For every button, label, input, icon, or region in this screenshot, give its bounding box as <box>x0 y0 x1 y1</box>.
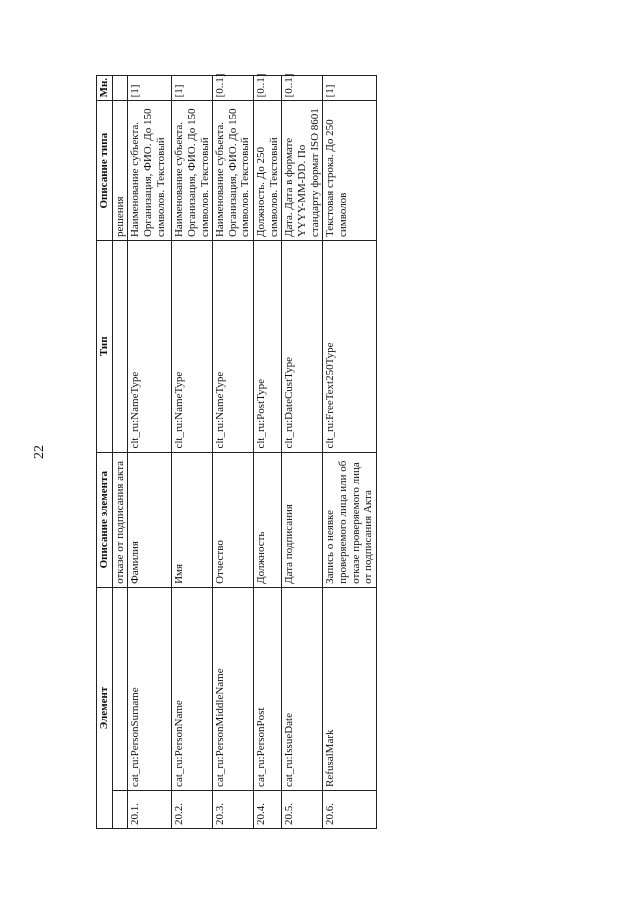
row-type-desc: Дата. Дата в формате YYYY-MM-DD. По стандарту формат ISO 8601 <box>282 101 323 241</box>
table-row <box>128 76 172 829</box>
continuation-type-desc: решения <box>112 101 128 241</box>
row-mn: [0..1] <box>213 76 254 101</box>
row-type-desc: Текстовая строка. До 250 символов <box>323 101 377 241</box>
row-mn: [0..1] <box>254 76 282 101</box>
row-type-desc: Должность. До 250 символов. Текстовый <box>254 101 282 241</box>
header-type-desc: Описание типа <box>97 101 113 241</box>
row-element: cat_ru:IssueDate <box>282 587 323 790</box>
row-num: 20.6. <box>323 790 377 828</box>
row-element: cat_ru:PersonMiddleName <box>213 587 254 790</box>
spec-table-rotated <box>96 73 375 829</box>
header-element: Элемент <box>97 587 113 828</box>
table-row <box>172 76 213 829</box>
header-type: Тип <box>97 241 113 453</box>
row-element-desc: Запись о неявке проверяемого лица или об отказе проверяемого лица от подписания Акта <box>323 452 377 587</box>
row-element-desc: Фамилия <box>128 452 172 587</box>
row-element-desc: Должность <box>254 452 282 587</box>
row-mn: [1] <box>172 76 213 101</box>
row-num: 20.4. <box>254 790 282 828</box>
header-mn: Мн. <box>97 76 113 101</box>
row-type: clt_ru:FreeText250Type <box>323 241 377 453</box>
row-element: cat_ru:PersonSurname <box>128 587 172 790</box>
row-type-desc: Наименование субъекта. Организация, ФИО. До 150 символов. Текстовый <box>172 101 213 241</box>
table-row <box>282 76 323 829</box>
row-type-desc: Наименование субъекта. Организация, ФИО. До 150 символов. Текстовый <box>213 101 254 241</box>
row-type: clt_ru:NameType <box>172 241 213 453</box>
row-element-desc: Отчество <box>213 452 254 587</box>
row-type: clt_ru:NameType <box>213 241 254 453</box>
row-num: 20.2. <box>172 790 213 828</box>
table-header-row <box>97 76 113 829</box>
table-row <box>323 76 377 829</box>
row-mn: [1] <box>323 76 377 101</box>
continuation-row <box>112 76 128 829</box>
row-element: RefusalMark <box>323 587 377 790</box>
continuation-element-desc: отказе от подписания акта <box>112 452 128 587</box>
row-num: 20.3. <box>213 790 254 828</box>
row-element-desc: Имя <box>172 452 213 587</box>
row-mn: [0..1] <box>282 76 323 101</box>
row-num: 20.5. <box>282 790 323 828</box>
header-element-desc: Описание элемента <box>97 452 113 587</box>
table-row <box>254 76 282 829</box>
row-element: cat_ru:PersonName <box>172 587 213 790</box>
row-mn: [1] <box>128 76 172 101</box>
table-row <box>213 76 254 829</box>
row-element: cat_ru:PersonPost <box>254 587 282 790</box>
spec-table <box>96 75 377 829</box>
row-element-desc: Дата подписания <box>282 452 323 587</box>
row-type: clt_ru:PostType <box>254 241 282 453</box>
row-num: 20.1. <box>128 790 172 828</box>
row-type: clt_ru:NameType <box>128 241 172 453</box>
row-type: clt_ru:DateCustType <box>282 241 323 453</box>
page-number: 22 <box>32 445 47 459</box>
row-type-desc: Наименование субъекта. Организация, ФИО. До 150 символов. Текстовый <box>128 101 172 241</box>
